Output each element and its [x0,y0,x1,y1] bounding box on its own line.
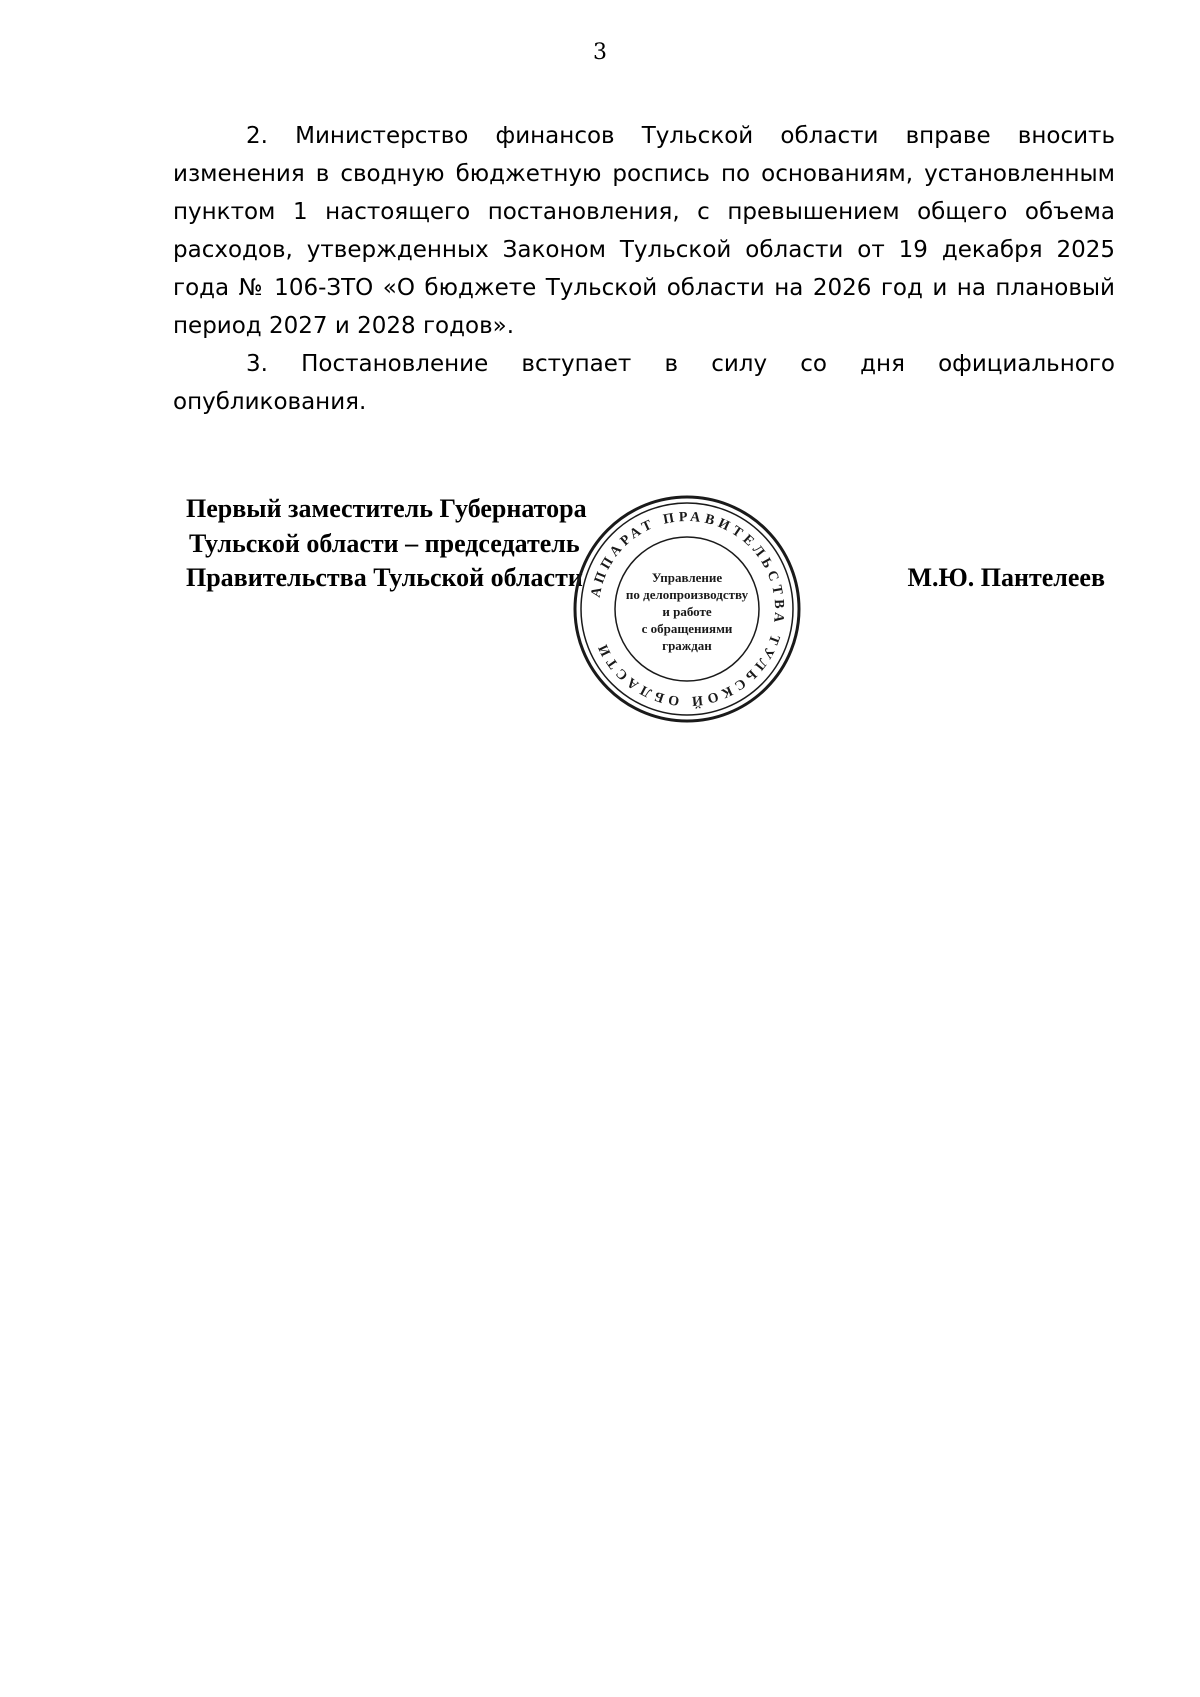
paragraph-2: 2. Министерство финансов Тульской области вправе вносить изменения в сводную бюджетную роспись по основаниям, установленным пунктом 1 настоящего постановления, с превышением общего объема расходов, утвержденных Законом Тульской области от 19 декабря 2025 года № 106-ЗТО «О бюджете Тульской области на 2026 год и на плановый период 2027 и 2028 годов». [173,123,1115,339]
signatory-position-line-1: Первый заместитель Губернатора [186,494,587,523]
page-number: 3 [593,40,607,65]
seal-center-line: Управление [651,570,723,585]
seal-center-line: по делопроизводству [625,587,749,602]
signatory-name: М.Ю. Пантелеев [907,563,1105,592]
seal-center-line: с обращениями [641,621,733,636]
official-seal-stamp [572,494,802,724]
seal-center-line: и работе [662,604,712,619]
signatory-position-line-2: Тульской области – председатель [189,529,580,558]
seal-ring-text: АППАРАТ ПРАВИТЕЛЬСТВА ТУЛЬСКОЙ ОБЛАСТИ [588,509,787,709]
seal-center-text [617,569,757,654]
document-body [173,117,1115,421]
paragraph-3: 3. Постановление вступает в силу со дня официального опубликования. [173,351,1115,415]
seal-center-line: граждан [662,638,712,653]
signatory-position-line-3: Правительства Тульской области [186,563,583,592]
